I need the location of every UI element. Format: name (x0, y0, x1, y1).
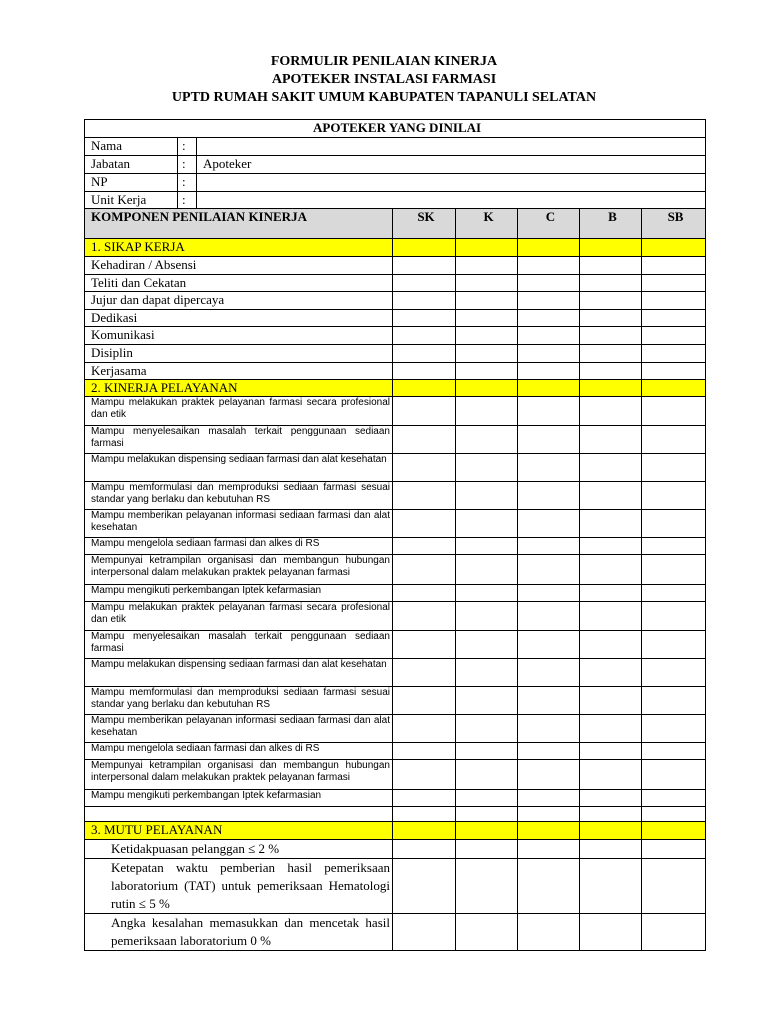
criteria-row (85, 310, 706, 327)
section-cell (393, 822, 456, 840)
identity-title: APOTEKER YANG DINILAI (85, 120, 706, 138)
kinerja-score-c[interactable] (518, 397, 580, 426)
mutu-score-b[interactable] (580, 914, 642, 951)
criteria-row (85, 510, 706, 538)
form-header (0, 53, 768, 107)
identity-row (85, 138, 706, 156)
identity-colon: : (178, 192, 197, 209)
criteria-row (85, 602, 706, 631)
kinerja-score-b[interactable] (580, 659, 642, 687)
criteria-row (85, 426, 706, 454)
blank-row (85, 807, 706, 822)
mutu-score-b[interactable] (580, 859, 642, 914)
sikap-score-k[interactable] (456, 257, 518, 275)
sikap-score-sk[interactable] (393, 345, 456, 363)
criteria-row (85, 743, 706, 760)
sikap-score-sk[interactable] (393, 310, 456, 327)
criteria-label: Angka kesalahan memasukkan dan mencetak hasil pemeriksaan laboratorium 0 % (85, 914, 393, 951)
blank-cell (85, 807, 393, 822)
criteria-label: Mampu melakukan dispensing sediaan farmasi dan alat kesehatan (85, 454, 393, 482)
sikap-score-sk[interactable] (393, 363, 456, 380)
column-header-row (85, 209, 706, 239)
criteria-row (85, 555, 706, 585)
kinerja-score-sk[interactable] (393, 397, 456, 426)
sikap-score-sb[interactable] (642, 275, 706, 292)
sikap-score-k[interactable] (456, 363, 518, 380)
kinerja-score-sb[interactable] (642, 482, 706, 510)
kinerja-score-sb[interactable] (642, 602, 706, 631)
kinerja-score-sb[interactable] (642, 631, 706, 659)
sikap-score-sb[interactable] (642, 345, 706, 363)
identity-value-field[interactable] (197, 192, 706, 209)
sikap-score-b[interactable] (580, 327, 642, 345)
criteria-label: Dedikasi (85, 310, 393, 327)
kinerja-score-sb[interactable] (642, 555, 706, 585)
form-institution: UPTD RUMAH SAKIT UMUM KABUPATEN TAPANULI SELATAN (171, 90, 597, 105)
kinerja-score-k[interactable] (456, 760, 518, 790)
sikap-score-b[interactable] (580, 275, 642, 292)
kinerja-score-sk[interactable] (393, 743, 456, 760)
kinerja-score-c[interactable] (518, 538, 580, 555)
identity-row (85, 174, 706, 192)
section-cell (580, 822, 642, 840)
blank-score-sb[interactable] (642, 807, 706, 822)
section-cell (456, 239, 518, 257)
criteria-row (85, 715, 706, 743)
mutu-score-k[interactable] (456, 859, 518, 914)
sikap-score-sk[interactable] (393, 275, 456, 292)
blank-score-sk[interactable] (393, 807, 456, 822)
evaluation-table (84, 119, 706, 951)
blank-score-b[interactable] (580, 807, 642, 822)
section-cell (456, 380, 518, 397)
kinerja-score-k[interactable] (456, 482, 518, 510)
kinerja-score-b[interactable] (580, 482, 642, 510)
kinerja-score-b[interactable] (580, 715, 642, 743)
component-column-header: KOMPONEN PENILAIAN KINERJA (85, 209, 393, 239)
mutu-score-sk[interactable] (393, 859, 456, 914)
kinerja-score-sk[interactable] (393, 538, 456, 555)
identity-label: Jabatan (85, 156, 178, 174)
kinerja-score-sk[interactable] (393, 715, 456, 743)
mutu-score-c[interactable] (518, 859, 580, 914)
kinerja-score-sk[interactable] (393, 602, 456, 631)
kinerja-score-c[interactable] (518, 790, 580, 807)
kinerja-score-sk[interactable] (393, 555, 456, 585)
criteria-label: Komunikasi (85, 327, 393, 345)
section-title: 3. MUTU PELAYANAN (85, 822, 393, 840)
mutu-score-sk[interactable] (393, 914, 456, 951)
kinerja-score-sk[interactable] (393, 482, 456, 510)
sikap-score-k[interactable] (456, 275, 518, 292)
identity-row (85, 156, 706, 174)
kinerja-score-b[interactable] (580, 602, 642, 631)
criteria-row (85, 790, 706, 807)
section-cell (393, 380, 456, 397)
identity-colon: : (178, 174, 197, 192)
kinerja-score-k[interactable] (456, 631, 518, 659)
criteria-label: Mampu memformulasi dan memproduksi sediaan farmasi sesuai standar yang berlaku dan kebutuhan RS (85, 687, 393, 715)
criteria-label: Mampu melakukan dispensing sediaan farmasi dan alat kesehatan (85, 659, 393, 687)
kinerja-score-sk[interactable] (393, 510, 456, 538)
section-header-sikap (85, 239, 706, 257)
kinerja-score-sb[interactable] (642, 687, 706, 715)
criteria-label: Mampu memformulasi dan memproduksi sediaan farmasi sesuai standar yang berlaku dan kebutuhan RS (85, 482, 393, 510)
criteria-row (85, 914, 706, 951)
section-cell (518, 380, 580, 397)
kinerja-score-c[interactable] (518, 687, 580, 715)
kinerja-score-sk[interactable] (393, 631, 456, 659)
rating-header-k: K (456, 209, 518, 239)
criteria-label: Mampu mengelola sediaan farmasi dan alkes di RS (85, 538, 393, 555)
kinerja-score-c[interactable] (518, 510, 580, 538)
kinerja-score-c[interactable] (518, 715, 580, 743)
criteria-row (85, 482, 706, 510)
kinerja-score-k[interactable] (456, 510, 518, 538)
criteria-row (85, 397, 706, 426)
sikap-score-sb[interactable] (642, 292, 706, 310)
kinerja-score-b[interactable] (580, 555, 642, 585)
kinerja-score-k[interactable] (456, 585, 518, 602)
kinerja-score-c[interactable] (518, 602, 580, 631)
sikap-score-sk[interactable] (393, 257, 456, 275)
kinerja-score-sb[interactable] (642, 510, 706, 538)
criteria-label: Mampu menyelesaikan masalah terkait penggunaan sediaan farmasi (85, 631, 393, 659)
section-title: 2. KINERJA PELAYANAN (85, 380, 393, 397)
kinerja-score-b[interactable] (580, 760, 642, 790)
kinerja-score-c[interactable] (518, 743, 580, 760)
criteria-row (85, 687, 706, 715)
identity-row (85, 192, 706, 209)
criteria-label: Jujur dan dapat dipercaya (85, 292, 393, 310)
kinerja-score-b[interactable] (580, 631, 642, 659)
criteria-label: Kerjasama (85, 363, 393, 380)
mutu-score-sb[interactable] (642, 840, 706, 859)
kinerja-score-k[interactable] (456, 602, 518, 631)
kinerja-score-k[interactable] (456, 743, 518, 760)
criteria-row (85, 585, 706, 602)
kinerja-score-sb[interactable] (642, 715, 706, 743)
kinerja-score-sk[interactable] (393, 585, 456, 602)
kinerja-score-k[interactable] (456, 659, 518, 687)
kinerja-score-sb[interactable] (642, 659, 706, 687)
rating-header-sk: SK (393, 209, 456, 239)
criteria-row (85, 659, 706, 687)
sikap-score-b[interactable] (580, 310, 642, 327)
kinerja-score-b[interactable] (580, 538, 642, 555)
blank-score-k[interactable] (456, 807, 518, 822)
criteria-label: Mampu memberikan pelayanan informasi sediaan farmasi dan alat kesehatan (85, 715, 393, 743)
criteria-row (85, 275, 706, 292)
sikap-score-c[interactable] (518, 363, 580, 380)
mutu-score-k[interactable] (456, 914, 518, 951)
kinerja-score-sb[interactable] (642, 454, 706, 482)
identity-label: NP (85, 174, 178, 192)
criteria-row (85, 292, 706, 310)
sikap-score-sk[interactable] (393, 327, 456, 345)
kinerja-score-sk[interactable] (393, 454, 456, 482)
kinerja-score-sb[interactable] (642, 397, 706, 426)
kinerja-score-c[interactable] (518, 555, 580, 585)
kinerja-score-k[interactable] (456, 715, 518, 743)
blank-score-c[interactable] (518, 807, 580, 822)
kinerja-score-sb[interactable] (642, 760, 706, 790)
kinerja-score-b[interactable] (580, 687, 642, 715)
sikap-score-sb[interactable] (642, 363, 706, 380)
kinerja-score-sk[interactable] (393, 790, 456, 807)
criteria-row (85, 327, 706, 345)
criteria-label: Mempunyai ketrampilan organisasi dan membangun hubungan interpersonal dalam melakukan praktek pelayanan farmasi (85, 760, 393, 790)
sikap-score-sb[interactable] (642, 310, 706, 327)
identity-value-field[interactable]: Apoteker (197, 156, 706, 174)
kinerja-score-b[interactable] (580, 790, 642, 807)
kinerja-score-sk[interactable] (393, 687, 456, 715)
sikap-score-k[interactable] (456, 310, 518, 327)
sikap-score-c[interactable] (518, 345, 580, 363)
sikap-score-b[interactable] (580, 363, 642, 380)
rating-header-sb: SB (642, 209, 706, 239)
mutu-score-c[interactable] (518, 914, 580, 951)
sikap-score-k[interactable] (456, 292, 518, 310)
section-cell (393, 239, 456, 257)
kinerja-score-c[interactable] (518, 659, 580, 687)
criteria-row (85, 454, 706, 482)
mutu-score-b[interactable] (580, 840, 642, 859)
sikap-score-k[interactable] (456, 327, 518, 345)
criteria-label: Mampu mengikuti perkembangan Iptek kefarmasian (85, 790, 393, 807)
sikap-score-sb[interactable] (642, 327, 706, 345)
kinerja-score-k[interactable] (456, 426, 518, 454)
section-cell (642, 380, 706, 397)
sikap-score-sk[interactable] (393, 292, 456, 310)
criteria-label: Ketidakpuasan pelanggan ≤ 2 % (85, 840, 393, 859)
criteria-row (85, 538, 706, 555)
mutu-score-c[interactable] (518, 840, 580, 859)
section-cell (580, 380, 642, 397)
rating-header-c: C (518, 209, 580, 239)
kinerja-score-k[interactable] (456, 454, 518, 482)
identity-colon: : (178, 138, 197, 156)
identity-value-field[interactable] (197, 138, 706, 156)
criteria-row (85, 859, 706, 914)
kinerja-score-k[interactable] (456, 790, 518, 807)
criteria-row (85, 760, 706, 790)
form-title: FORMULIR PENILAIAN KINERJA (270, 54, 498, 69)
rating-header-b: B (580, 209, 642, 239)
criteria-label: Disiplin (85, 345, 393, 363)
kinerja-score-b[interactable] (580, 585, 642, 602)
mutu-score-sb[interactable] (642, 914, 706, 951)
criteria-label: Ketepatan waktu pemberian hasil pemeriksaan laboratorium (TAT) untuk pemeriksaan Hematologi rutin ≤ 5 % (85, 859, 393, 914)
sikap-score-sb[interactable] (642, 257, 706, 275)
kinerja-score-sb[interactable] (642, 790, 706, 807)
identity-label: Nama (85, 138, 178, 156)
mutu-score-sk[interactable] (393, 840, 456, 859)
sikap-score-k[interactable] (456, 345, 518, 363)
kinerja-score-sb[interactable] (642, 743, 706, 760)
section-cell (580, 239, 642, 257)
kinerja-score-c[interactable] (518, 631, 580, 659)
criteria-label: Mampu melakukan praktek pelayanan farmasi secara profesional dan etik (85, 602, 393, 631)
form-subtitle: APOTEKER INSTALASI FARMASI (271, 72, 497, 87)
section-cell (642, 239, 706, 257)
section-cell (518, 239, 580, 257)
kinerja-score-sb[interactable] (642, 538, 706, 555)
kinerja-score-c[interactable] (518, 426, 580, 454)
criteria-label: Mampu mengelola sediaan farmasi dan alkes di RS (85, 743, 393, 760)
criteria-row (85, 631, 706, 659)
kinerja-score-sb[interactable] (642, 426, 706, 454)
kinerja-score-b[interactable] (580, 743, 642, 760)
section-cell (456, 822, 518, 840)
criteria-label: Mampu melakukan praktek pelayanan farmasi secara profesional dan etik (85, 397, 393, 426)
kinerja-score-sb[interactable] (642, 585, 706, 602)
kinerja-score-b[interactable] (580, 397, 642, 426)
mutu-score-k[interactable] (456, 840, 518, 859)
criteria-label: Mampu mengikuti perkembangan Iptek kefarmasian (85, 585, 393, 602)
section-header-kinerja (85, 380, 706, 397)
sikap-score-b[interactable] (580, 292, 642, 310)
criteria-label: Mampu memberikan pelayanan informasi sediaan farmasi dan alat kesehatan (85, 510, 393, 538)
kinerja-score-c[interactable] (518, 482, 580, 510)
criteria-label: Teliti dan Cekatan (85, 275, 393, 292)
criteria-row (85, 257, 706, 275)
identity-colon: : (178, 156, 197, 174)
kinerja-score-sk[interactable] (393, 760, 456, 790)
kinerja-score-b[interactable] (580, 426, 642, 454)
section-cell (642, 822, 706, 840)
criteria-row (85, 345, 706, 363)
kinerja-score-c[interactable] (518, 585, 580, 602)
sikap-score-c[interactable] (518, 327, 580, 345)
section-cell (518, 822, 580, 840)
kinerja-score-k[interactable] (456, 538, 518, 555)
sikap-score-c[interactable] (518, 257, 580, 275)
kinerja-score-c[interactable] (518, 454, 580, 482)
criteria-row (85, 363, 706, 380)
sikap-score-b[interactable] (580, 345, 642, 363)
criteria-label: Kehadiran / Absensi (85, 257, 393, 275)
identity-label: Unit Kerja (85, 192, 178, 209)
kinerja-score-k[interactable] (456, 687, 518, 715)
sikap-score-c[interactable] (518, 310, 580, 327)
identity-value-field[interactable] (197, 174, 706, 192)
sikap-score-c[interactable] (518, 275, 580, 292)
criteria-row (85, 840, 706, 859)
section-title: 1. SIKAP KERJA (85, 239, 393, 257)
criteria-label: Mempunyai ketrampilan organisasi dan membangun hubungan interpersonal dalam melakukan praktek pelayanan farmasi (85, 555, 393, 585)
sikap-score-b[interactable] (580, 257, 642, 275)
criteria-label: Mampu menyelesaikan masalah terkait penggunaan sediaan farmasi (85, 426, 393, 454)
kinerja-score-k[interactable] (456, 555, 518, 585)
kinerja-score-c[interactable] (518, 760, 580, 790)
section-header-mutu (85, 822, 706, 840)
sikap-score-c[interactable] (518, 292, 580, 310)
kinerja-score-k[interactable] (456, 397, 518, 426)
kinerja-score-b[interactable] (580, 510, 642, 538)
kinerja-score-b[interactable] (580, 454, 642, 482)
kinerja-score-sk[interactable] (393, 659, 456, 687)
mutu-score-sb[interactable] (642, 859, 706, 914)
kinerja-score-sk[interactable] (393, 426, 456, 454)
